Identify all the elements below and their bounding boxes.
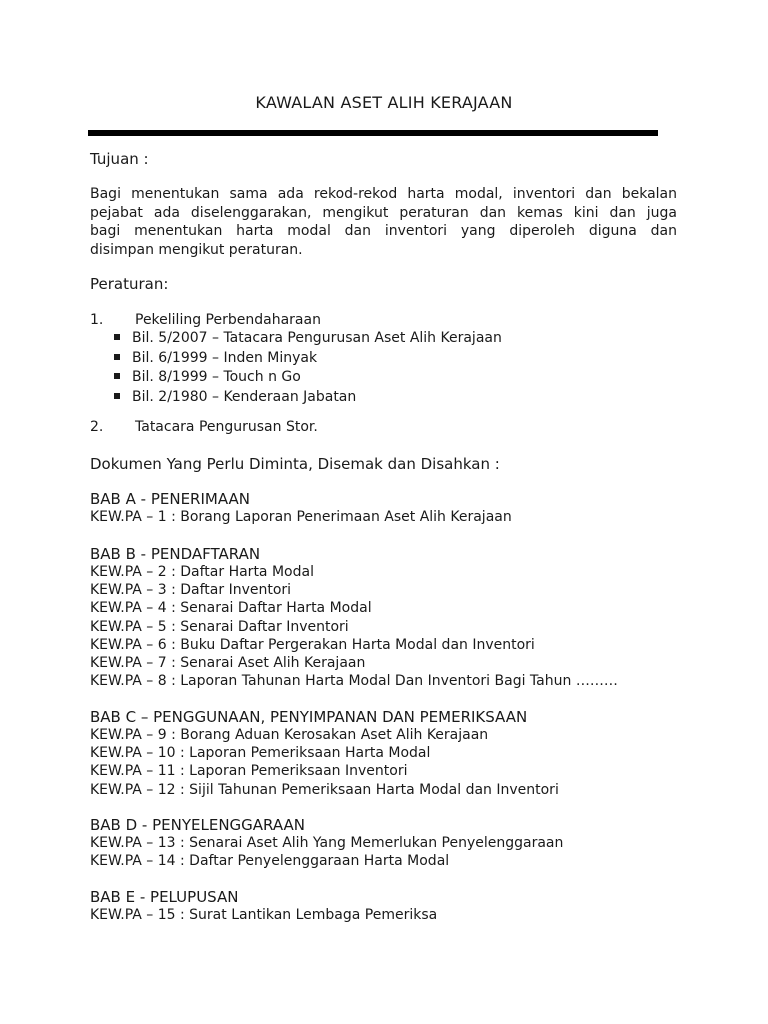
peraturan-item-number: 1. xyxy=(90,312,104,328)
list-item: KEW.PA – 4 : Senarai Daftar Harta Modal xyxy=(90,600,372,617)
section-bab-a xyxy=(90,490,512,526)
section-heading: BAB B - PENDAFTARAN xyxy=(90,545,261,563)
peraturan-item-text: Pekeliling Perbendaharaan xyxy=(135,312,321,328)
form-list xyxy=(90,563,618,690)
list-item: KEW.PA – 6 : Buku Daftar Pergerakan Harta Modal dan Inventori xyxy=(90,636,535,653)
section-heading: BAB C – PENGGUNAAN, PENYIMPANAN DAN PEMERIKSAAN xyxy=(90,708,528,726)
section-bab-c xyxy=(90,708,559,799)
tujuan-line: pejabat ada diselenggarakan, mengikut peraturan dan kemas kini dan juga xyxy=(90,204,677,221)
bullet-text: Bil. 6/1999 – Inden Minyak xyxy=(132,349,318,366)
list-item: KEW.PA – 8 : Laporan Tahunan Harta Modal Dan Inventori Bagi Tahun ……… xyxy=(90,673,618,690)
section-heading: BAB A - PENERIMAAN xyxy=(90,490,250,508)
form-list xyxy=(90,726,559,799)
list-item xyxy=(114,329,502,349)
peraturan-item-2 xyxy=(90,418,318,436)
peraturan-item-number: 2. xyxy=(90,419,104,435)
list-item xyxy=(114,368,502,388)
dokumen-label: Dokumen Yang Perlu Diminta, Disemak dan Disahkan : xyxy=(90,455,500,473)
bullet-text: Bil. 2/1980 – Kenderaan Jabatan xyxy=(132,388,357,405)
peraturan-item-1 xyxy=(90,311,321,329)
tujuan-paragraph xyxy=(90,185,677,259)
list-item: KEW.PA – 5 : Senarai Daftar Inventori xyxy=(90,618,349,635)
list-item xyxy=(114,349,502,369)
tujuan-label: Tujuan : xyxy=(90,150,149,168)
list-item xyxy=(114,388,502,408)
tujuan-line: disimpan mengikut peraturan. xyxy=(90,241,303,258)
list-item: KEW.PA – 1 : Borang Laporan Penerimaan Aset Alih Kerajaan xyxy=(90,509,512,525)
peraturan-item-text: Tatacara Pengurusan Stor. xyxy=(135,419,318,435)
section-bab-b xyxy=(90,545,618,690)
document-title: KAWALAN ASET ALIH KERAJAAN xyxy=(255,93,513,112)
peraturan-label: Peraturan: xyxy=(90,275,169,293)
square-bullet-icon xyxy=(114,393,120,399)
bullet-text: Bil. 5/2007 – Tatacara Pengurusan Aset Alih Kerajaan xyxy=(132,330,502,346)
list-item: KEW.PA – 12 : Sijil Tahunan Pemeriksaan Harta Modal dan Inventori xyxy=(90,781,559,798)
list-item: KEW.PA – 10 : Laporan Pemeriksaan Harta Modal xyxy=(90,745,431,762)
form-list xyxy=(90,906,437,924)
section-heading: BAB D - PENYELENGGARAAN xyxy=(90,816,306,834)
square-bullet-icon xyxy=(114,373,120,379)
bullet-text: Bil. 8/1999 – Touch n Go xyxy=(132,369,301,385)
list-item: KEW.PA – 7 : Senarai Aset Alih Kerajaan xyxy=(90,654,366,671)
list-item: KEW.PA – 9 : Borang Aduan Kerosakan Aset Alih Kerajaan xyxy=(90,727,489,743)
tujuan-line: bagi menentukan harta modal dan inventori yang diperoleh diguna dan xyxy=(90,223,677,239)
section-heading: BAB E - PELUPUSAN xyxy=(90,888,239,906)
list-item: KEW.PA – 2 : Daftar Harta Modal xyxy=(90,564,314,580)
form-list xyxy=(90,508,512,526)
form-list xyxy=(90,834,563,870)
pekeliling-bullet-list xyxy=(114,329,502,407)
list-item: KEW.PA – 15 : Surat Lantikan Lembaga Pemeriksa xyxy=(90,907,438,923)
list-item: KEW.PA – 11 : Laporan Pemeriksaan Inventori xyxy=(90,763,408,780)
section-bab-e xyxy=(90,888,437,924)
square-bullet-icon xyxy=(114,354,120,360)
square-bullet-icon xyxy=(114,334,120,340)
section-bab-d xyxy=(90,816,563,870)
list-item: KEW.PA – 14 : Daftar Penyelenggaraan Harta Modal xyxy=(90,853,450,870)
tujuan-line: Bagi menentukan sama ada rekod-rekod harta modal, inventori dan bekalan xyxy=(90,186,677,202)
list-item: KEW.PA – 3 : Daftar Inventori xyxy=(90,582,292,599)
list-item: KEW.PA – 13 : Senarai Aset Alih Yang Memerlukan Penyelenggaraan xyxy=(90,835,564,851)
title-underline-rule xyxy=(88,130,658,136)
